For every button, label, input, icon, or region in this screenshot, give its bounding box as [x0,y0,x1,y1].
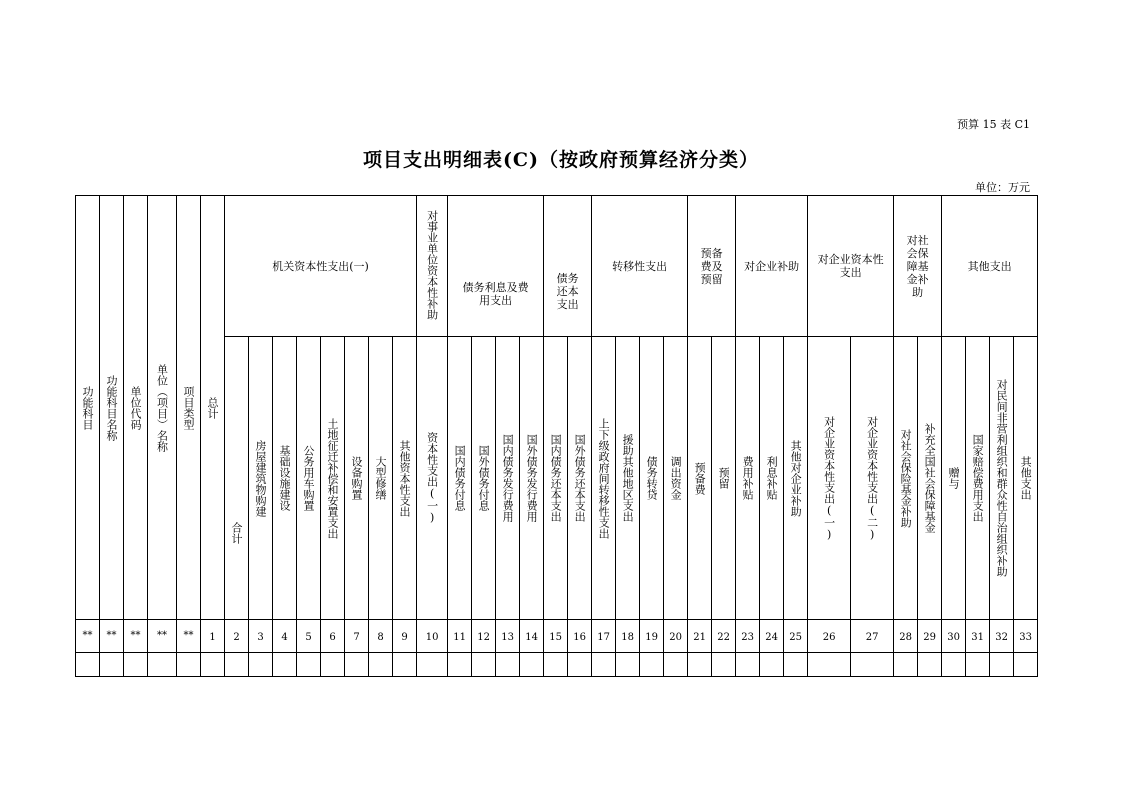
expenditure-table [75,195,1038,677]
sub-header: 国外债务发行费用 [520,337,544,620]
column-number: 28 [894,620,918,653]
column-number: 8 [369,620,393,653]
sub-header: 对企业资本性支出(二) [851,337,894,620]
header-function-subject-name: 功能科目名称 [100,196,124,620]
sub-header: 预留 [712,337,736,620]
group-header: 对企业补助 [736,196,808,337]
column-number: 16 [568,620,592,653]
sub-header: 对企业资本性支出(一) [808,337,851,620]
column-number: 4 [273,620,297,653]
sub-header: 国外债务还本支出 [568,337,592,620]
sub-header: 对民间非营利组织和群众性自治组织补助 [990,337,1014,620]
sub-header: 土地征迁补偿和安置支出 [321,337,345,620]
column-number: 2 [225,620,249,653]
column-number: 30 [942,620,966,653]
column-number: 17 [592,620,616,653]
page-title: 项目支出明细表(C)（按政府预算经济分类） [362,149,760,171]
group-header: 机关资本性支出(一) [225,196,417,337]
sub-header: 债务转贷 [640,337,664,620]
column-number: 21 [688,620,712,653]
sub-header: 援助其他地区支出 [616,337,640,620]
column-number: 27 [851,620,894,653]
group-header-row [76,196,1038,337]
column-number: 31 [966,620,990,653]
group-header: 对企业资本性支出 [808,196,894,337]
header-grand-total: 总计 [201,196,225,620]
sub-header: 其他资本性支出 [393,337,417,620]
column-number: 9 [393,620,417,653]
sub-header: 大型修缮 [369,337,393,620]
sub-header: 资本性支出(一) [417,337,448,620]
star-cell: ** [124,620,148,653]
sub-header: 其他支出 [1014,337,1038,620]
unit-label: 单位：万元 [975,181,1030,194]
column-number: 26 [808,620,851,653]
sub-header: 国内债务付息 [448,337,472,620]
sub-header: 其他对企业补助 [784,337,808,620]
sub-header: 房屋建筑物购建 [249,337,273,620]
sub-header: 利息补贴 [760,337,784,620]
column-number: 1 [201,620,225,653]
sub-header: 国内债务还本支出 [544,337,568,620]
sub-header: 基础设施建设 [273,337,297,620]
header-project-type: 项目类型 [177,196,201,620]
code-row [76,620,1038,653]
sub-header: 预备费 [688,337,712,620]
column-number: 13 [496,620,520,653]
column-number: 10 [417,620,448,653]
sub-header: 对社会保险基金补助 [894,337,918,620]
sub-header: 上下级政府间转移性支出 [592,337,616,620]
column-number: 32 [990,620,1014,653]
column-number: 22 [712,620,736,653]
group-header: 债务利息及费用支出 [448,196,544,337]
column-number: 29 [918,620,942,653]
star-cell: ** [148,620,177,653]
sub-header: 国内债务发行费用 [496,337,520,620]
column-number: 23 [736,620,760,653]
column-number: 18 [616,620,640,653]
sub-header: 费用补贴 [736,337,760,620]
header-unit-code: 单位代码 [124,196,148,620]
star-cell: ** [76,620,100,653]
form-number: 预算 15 表 C1 [957,118,1030,131]
column-number: 3 [249,620,273,653]
sub-header: 调出资金 [664,337,688,620]
sub-header: 赠与 [942,337,966,620]
group-header: 对事业单位资本性补助 [417,196,448,337]
column-number: 5 [297,620,321,653]
column-number: 19 [640,620,664,653]
column-number: 6 [321,620,345,653]
column-number: 15 [544,620,568,653]
star-cell: ** [177,620,201,653]
column-number: 25 [784,620,808,653]
group-header: 预备费及预留 [688,196,736,337]
sub-header: 国外债务付息 [472,337,496,620]
group-header: 对社会保障基金补助 [894,196,942,337]
sub-header: 国家赔偿费用支出 [966,337,990,620]
column-number: 24 [760,620,784,653]
empty-data-row [76,653,1038,677]
group-header: 其他支出 [942,196,1038,337]
sub-header: 补充全国社会保障基金 [918,337,942,620]
column-number: 20 [664,620,688,653]
group-header: 债务还本支出 [544,196,592,337]
column-number: 11 [448,620,472,653]
sub-header: 设备购置 [345,337,369,620]
sub-header: 公务用车购置 [297,337,321,620]
header-unit-name: 单位（项目）名称 [148,196,177,620]
column-number: 33 [1014,620,1038,653]
sub-header: 合计 [225,337,249,620]
star-cell: ** [100,620,124,653]
header-function-subject: 功能科目 [76,196,100,620]
group-header: 转移性支出 [592,196,688,337]
column-number: 14 [520,620,544,653]
column-number: 12 [472,620,496,653]
column-number: 7 [345,620,369,653]
